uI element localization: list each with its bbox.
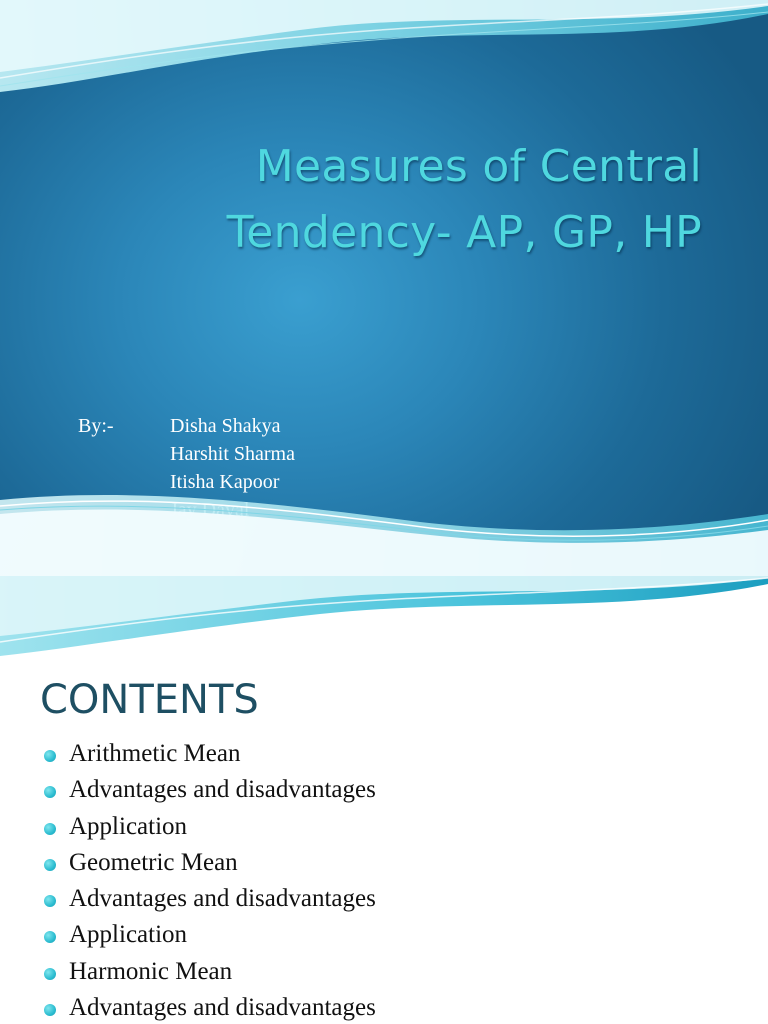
author-name: Itisha Kapoor <box>170 471 280 493</box>
bullet-icon <box>44 750 56 762</box>
list-item <box>44 990 376 1024</box>
author-name: Disha Shakya <box>170 415 281 437</box>
bullet-icon <box>44 895 56 907</box>
bullet-icon <box>44 968 56 980</box>
top-wave-decoration <box>0 0 768 100</box>
list-item-label: Geometric Mean <box>69 848 238 876</box>
contents-list <box>44 736 376 1024</box>
bottom-wave-decoration <box>0 470 768 576</box>
contents-heading: CONTENTS <box>40 677 259 723</box>
list-item <box>44 845 376 881</box>
list-item <box>44 772 376 808</box>
list-item-label: Application <box>69 812 188 840</box>
list-item <box>44 809 376 845</box>
header-wave-decoration <box>0 576 768 666</box>
list-item-label: Advantages and disadvantages <box>69 994 376 1022</box>
bullet-icon <box>44 823 56 835</box>
bullet-icon <box>44 931 56 943</box>
author-name: Harshit Sharma <box>170 443 295 465</box>
list-item-label: Application <box>69 921 188 949</box>
list-item-label: Arithmetic Mean <box>69 740 241 767</box>
list-item-label: Advantages and disadvantages <box>69 776 376 804</box>
list-item <box>44 736 376 772</box>
presentation-title <box>62 134 702 266</box>
bullet-icon <box>44 786 56 798</box>
bullet-icon <box>44 1004 56 1016</box>
list-item <box>44 881 376 917</box>
by-label: By:- <box>78 415 114 437</box>
contents-slide <box>0 576 768 1024</box>
list-item <box>44 954 376 990</box>
title-line-2: Tendency- AP, GP, HP <box>226 207 702 258</box>
title-line-1: Measures of Central <box>255 141 702 192</box>
bullet-icon <box>44 859 56 871</box>
list-item-label: Advantages and disadvantages <box>69 885 376 913</box>
list-item-label: Harmonic Mean <box>69 957 233 985</box>
list-item <box>44 917 376 953</box>
